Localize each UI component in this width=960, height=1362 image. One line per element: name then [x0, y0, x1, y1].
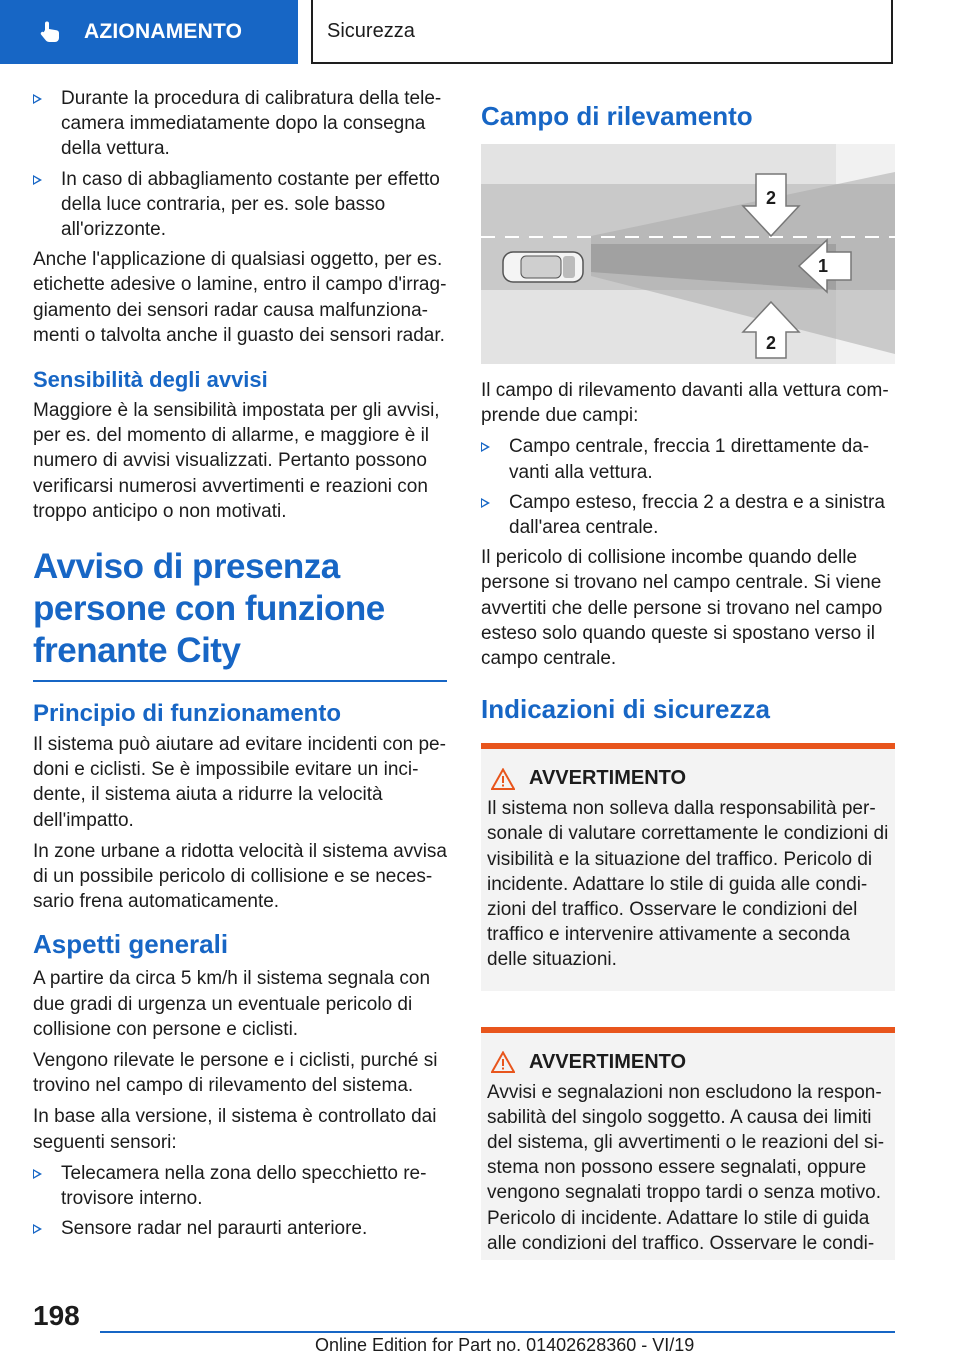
- bullet-triangle-icon: [33, 94, 42, 104]
- left-column: [33, 86, 447, 1247]
- arrow-top-label: 2: [765, 188, 777, 208]
- warning-title: AVVERTIMENTO: [529, 1050, 687, 1073]
- warning-box: [481, 743, 895, 990]
- heading-principio: Principio di funzionamento: [33, 700, 341, 728]
- paragraph: In zone urbane a ridotta velocità il sistema avvisa di un possibile pericolo di collisione e se necessario frena automaticamente.: [33, 840, 447, 913]
- footer-edition: Online Edition for Part no. 01402628360 - VI/19: [315, 1335, 695, 1355]
- list-item: Campo centrale, freccia 1 direttamente davanti alla vettura.: [481, 434, 895, 484]
- bullet-triangle-icon: [481, 442, 490, 452]
- car-icon: [503, 252, 583, 282]
- warning-triangle-icon: [491, 1051, 515, 1073]
- chapter-tab[interactable]: [0, 0, 298, 64]
- paragraph: Vengono rilevate le persone e i ciclisti, purché si trovino nel campo di rilevamento del sistema.: [33, 1050, 438, 1097]
- heading-sensibilita: Sensibilità degli avvisi: [33, 367, 268, 393]
- arrow-mid-label: 1: [817, 256, 829, 276]
- paragraph: Il pericolo di collisione incombe quando delle persone si trovano nel campo centrale. Si viene avvertiti che delle persone si trovano nel campo esteso solo quando queste si spostano verso il campo centrale.: [481, 547, 883, 670]
- list-item: Telecamera nella zona dello specchietto retrovisore interno.: [33, 1161, 447, 1211]
- arrow-bottom-label: 2: [765, 333, 777, 353]
- list-item: Sensore radar nel paraurti anteriore.: [33, 1216, 447, 1241]
- detection-range-diagram: [481, 144, 895, 364]
- heading-indicazioni: Indicazioni di sicurezza: [481, 694, 770, 725]
- paragraph: Il campo di rilevamento davanti alla vettura comprende due campi:: [481, 380, 889, 427]
- footer-divider: [100, 1331, 895, 1333]
- warning-triangle-icon: [491, 768, 515, 790]
- paragraph: A partire da circa 5 km/h il sistema segnala con due gradi di urgenza un eventuale pericolo di collisione con persone e ciclisti.: [33, 968, 431, 1040]
- paragraph: Il sistema può aiutare ad evitare incidenti con pedoni e ciclisti. Se è impossibile evitare un incidente, il sistema aiuta a ridurre la velocità dell'impatto.: [33, 734, 446, 831]
- paragraph: Maggiore è la sensibilità impostata per gli avvisi, per es. del momento di allarme, e maggiore è il numero di avvisi visualizzati. Pertanto possono verificarsi numerosi avvertimenti e reazioni con troppo anticipo o non motivati.: [33, 400, 440, 522]
- section-label: Sicurezza: [327, 19, 415, 42]
- bullet-triangle-icon: [481, 498, 490, 508]
- steering-hand-icon: [38, 19, 64, 45]
- paragraph: Anche l'applicazione di qualsiasi oggetto, per es. etichette adesive o lamine, entro il campo d'irraggiamento dei sensori radar causa malfunzionamenti o talvolta anche il guasto dei sensori radar.: [33, 249, 447, 346]
- warning-title: AVVERTIMENTO: [529, 767, 687, 790]
- heading-aspetti: Aspetti generali: [33, 929, 229, 960]
- list-item: Durante la procedura di calibratura della telecamera immediatamente dopo la consegna della vettura.: [33, 86, 447, 162]
- paragraph: In base alla versione, il sistema è controllato dai seguenti sensori:: [33, 1106, 437, 1153]
- page-number: 198: [33, 1300, 80, 1331]
- warning-text: Il sistema non solleva dalla responsabilità personale di valutare correttamente le condizioni di visibilità e la situazione del traffico. Pericolo di incidente. Adattare lo stile di guida alle condizioni del traffico. Osservare le condizioni del traffico e intervenire attivamente a seconda delle situazioni.: [487, 798, 889, 971]
- bullet-triangle-icon: [33, 175, 42, 185]
- bullet-triangle-icon: [33, 1224, 42, 1234]
- section-header: [311, 0, 893, 64]
- bullet-triangle-icon: [33, 1169, 42, 1179]
- list-item: In caso di abbagliamento costante per effetto della luce contraria, per es. sole basso all'orizzonte.: [33, 167, 447, 243]
- warning-text: Avvisi e segnalazioni non escludono la responsabilità del singolo soggetto. A causa dei limiti del sistema, gli avvertimenti o le reazioni del sistema non possono essere segnalati, oppure vengono segnalati troppo tardi o senza motivo. Pericolo di incidente. Adattare lo stile di guida alle condizioni del traffico. Osservare le condi-: [487, 1081, 885, 1254]
- chapter-heading: Avviso di presenza persone con funzione frenante City: [33, 546, 447, 682]
- heading-campo: Campo di rilevamento: [481, 101, 753, 131]
- chapter-label: AZIONAMENTO: [84, 20, 243, 43]
- right-column: [481, 86, 895, 1260]
- list-item: Campo esteso, freccia 2 a destra e a sinistra dall'area centrale.: [481, 490, 895, 540]
- warning-box: [481, 1027, 895, 1260]
